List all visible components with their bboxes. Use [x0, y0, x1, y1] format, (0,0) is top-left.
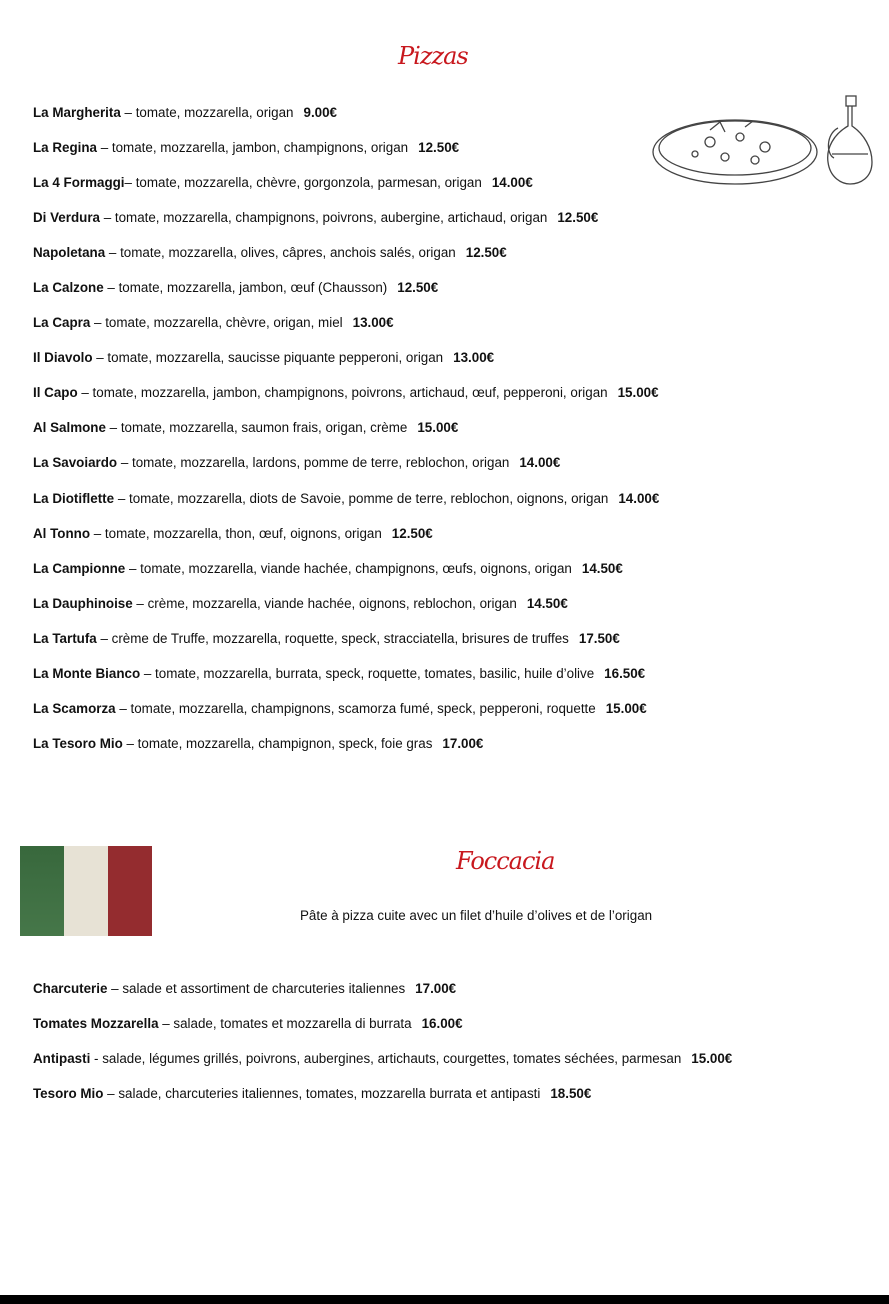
item-description: salade et assortiment de charcuteries italiennes — [122, 981, 406, 996]
menu-item — [33, 235, 659, 270]
item-price: 17.50€ — [578, 630, 620, 646]
item-price: 14.00€ — [519, 455, 561, 471]
item-description: tomate, mozzarella, lardons, pomme de terre, reblochon, origan — [131, 455, 510, 471]
item-description: tomate, mozzarella, champignons, scamorza fumé, speck, pepperoni, roquette — [130, 700, 596, 716]
item-description: tomate, mozzarella, thon, œuf, oignons, origan — [104, 525, 382, 541]
item-description: tomate, mozzarella, chèvre, origan, miel — [105, 315, 343, 331]
menu-item — [33, 410, 659, 445]
item-name: La Tesoro Mio — [33, 735, 123, 751]
item-description: tomate, mozzarella, origan — [135, 105, 294, 120]
item-name: Il Diavolo — [33, 350, 93, 366]
item-price: 12.50€ — [418, 140, 460, 156]
item-separator: – — [132, 595, 148, 611]
item-description: tomate, mozzarella, olives, câpres, anchois salés, origan — [120, 245, 456, 261]
menu-item — [33, 340, 659, 375]
item-price: 13.00€ — [352, 315, 394, 331]
focaccia-list — [33, 971, 732, 1111]
item-price: 15.00€ — [617, 385, 659, 401]
item-separator: – — [105, 245, 121, 261]
item-price: 14.00€ — [618, 490, 660, 506]
menu-item — [33, 481, 659, 516]
item-separator: – — [90, 315, 106, 331]
menu-item — [33, 130, 659, 165]
menu-item — [33, 305, 659, 340]
item-price: 15.00€ — [417, 420, 459, 436]
item-name: Il Capo — [33, 385, 78, 401]
item-description: tomate, mozzarella, viande hachée, champignons, œufs, oignons, origan — [140, 560, 572, 576]
item-separator: – — [99, 210, 115, 226]
item-name: La Margherita — [33, 105, 121, 120]
item-separator: – — [77, 385, 93, 401]
item-description: tomate, mozzarella, saucisse piquante pepperoni, origan — [107, 350, 444, 366]
item-description: tomate, mozzarella, saumon frais, origan, crème — [120, 420, 408, 436]
item-separator: – — [107, 981, 123, 996]
menu-item — [33, 1006, 732, 1041]
item-price: 17.00€ — [442, 735, 484, 751]
menu-item — [33, 656, 659, 691]
item-description: tomate, mozzarella, champignon, speck, foie gras — [137, 735, 433, 751]
italian-flag-image — [20, 846, 152, 936]
item-separator: – — [115, 700, 131, 716]
menu-item — [33, 1041, 732, 1076]
menu-item — [33, 1076, 732, 1111]
item-separator: – — [125, 560, 141, 576]
bottom-bar — [0, 1295, 889, 1304]
item-description: tomate, mozzarella, chèvre, gorgonzola, parmesan, origan — [135, 175, 482, 191]
item-price: 14.50€ — [526, 595, 568, 611]
item-separator: – — [97, 140, 112, 156]
item-price: 12.50€ — [397, 280, 439, 296]
item-separator: – — [124, 175, 136, 191]
item-price: 14.00€ — [491, 175, 533, 191]
item-name: La Scamorza — [33, 700, 116, 716]
item-name: Al Salmone — [33, 420, 106, 436]
pizza-icon — [653, 120, 817, 184]
item-separator: – — [122, 735, 138, 751]
menu-item — [33, 375, 659, 410]
item-name: Tomates Mozzarella — [33, 1016, 159, 1032]
item-name: Di Verdura — [33, 210, 100, 226]
item-name: La 4 Formaggi — [33, 175, 125, 191]
menu-item — [33, 270, 659, 305]
item-price: 14.50€ — [581, 560, 623, 576]
pizzas-title: Pizzas — [398, 42, 468, 70]
item-description: salade, légumes grillés, poivrons, aubergines, artichauts, courgettes, tomates séchées, parmesan — [102, 1051, 682, 1067]
item-separator: – — [158, 1016, 174, 1032]
item-name: Napoletana — [33, 245, 106, 261]
menu-item — [33, 95, 659, 130]
item-price: 12.50€ — [465, 245, 507, 261]
item-description: crème, mozzarella, viande hachée, oignons, reblochon, origan — [147, 595, 517, 611]
item-price: 12.50€ — [391, 525, 433, 541]
item-separator: – — [114, 490, 129, 506]
item-name: Charcuterie — [33, 981, 108, 996]
item-separator: – — [90, 525, 105, 541]
item-description: salade, charcuteries italiennes, tomates, mozzarella burrata et antipasti — [118, 1086, 541, 1102]
menu-item — [33, 551, 659, 586]
item-description: salade, tomates et mozzarella di burrata — [173, 1016, 412, 1032]
oil-bottle-icon — [828, 96, 872, 184]
item-name: Tesoro Mio — [33, 1086, 104, 1102]
item-name: La Campionne — [33, 560, 126, 576]
menu-item — [33, 165, 659, 200]
item-price: 9.00€ — [303, 105, 338, 120]
pizza-list — [33, 95, 659, 761]
focaccia-note: Pâte à pizza cuite avec un filet d’huile d’olives et de l’origan — [300, 908, 653, 923]
item-separator: – — [103, 280, 119, 296]
menu-item — [33, 726, 659, 761]
menu-item — [33, 971, 732, 1006]
item-name: La Monte Bianco — [33, 665, 141, 681]
item-separator: – — [92, 350, 108, 366]
item-name: La Tartufa — [33, 630, 97, 646]
item-separator: – — [120, 105, 136, 120]
item-name: La Dauphinoise — [33, 595, 133, 611]
item-separator: – — [103, 1086, 119, 1102]
menu-item — [33, 691, 659, 726]
focaccia-title: Foccacia — [456, 847, 555, 875]
item-name: Al Tonno — [33, 525, 91, 541]
item-price: 15.00€ — [691, 1051, 733, 1067]
item-description: tomate, mozzarella, diots de Savoie, pomme de terre, reblochon, oignons, origan — [128, 490, 609, 506]
item-description: tomate, mozzarella, jambon, champignons, origan — [111, 140, 409, 156]
menu-item — [33, 586, 659, 621]
menu-item — [33, 200, 659, 235]
item-price: 17.00€ — [415, 981, 457, 996]
item-description: crème de Truffe, mozzarella, roquette, speck, stracciatella, brisures de truffes — [111, 630, 569, 646]
item-name: Antipasti — [33, 1051, 91, 1067]
item-separator: – — [140, 665, 156, 681]
item-name: La Diotiflette — [33, 490, 115, 506]
item-separator: – — [96, 630, 112, 646]
item-price: 13.00€ — [453, 350, 495, 366]
item-description: tomate, mozzarella, jambon, champignons, poivrons, artichaud, œuf, pepperoni, origan — [92, 385, 608, 401]
menu-item — [33, 621, 659, 656]
item-description: tomate, mozzarella, champignons, poivrons, aubergine, artichaud, origan — [114, 210, 548, 226]
item-price: 16.50€ — [604, 665, 646, 681]
item-name: La Regina — [33, 140, 97, 156]
item-price: 18.50€ — [550, 1086, 592, 1102]
menu-item — [33, 445, 659, 480]
item-price: 15.00€ — [605, 700, 647, 716]
item-price: 12.50€ — [557, 210, 599, 226]
item-name: La Capra — [33, 315, 91, 331]
item-name: La Calzone — [33, 280, 104, 296]
item-description: tomate, mozzarella, burrata, speck, roquette, tomates, basilic, huile d’olive — [155, 665, 595, 681]
item-price: 16.00€ — [421, 1016, 463, 1032]
item-description: tomate, mozzarella, jambon, œuf (Chausson) — [118, 280, 388, 296]
item-name: La Savoiardo — [33, 455, 118, 471]
menu-item — [33, 516, 659, 551]
item-separator: – — [105, 420, 121, 436]
item-separator: – — [117, 455, 132, 471]
item-separator: - — [90, 1051, 103, 1067]
pizza-and-oil-illustration — [650, 92, 880, 197]
